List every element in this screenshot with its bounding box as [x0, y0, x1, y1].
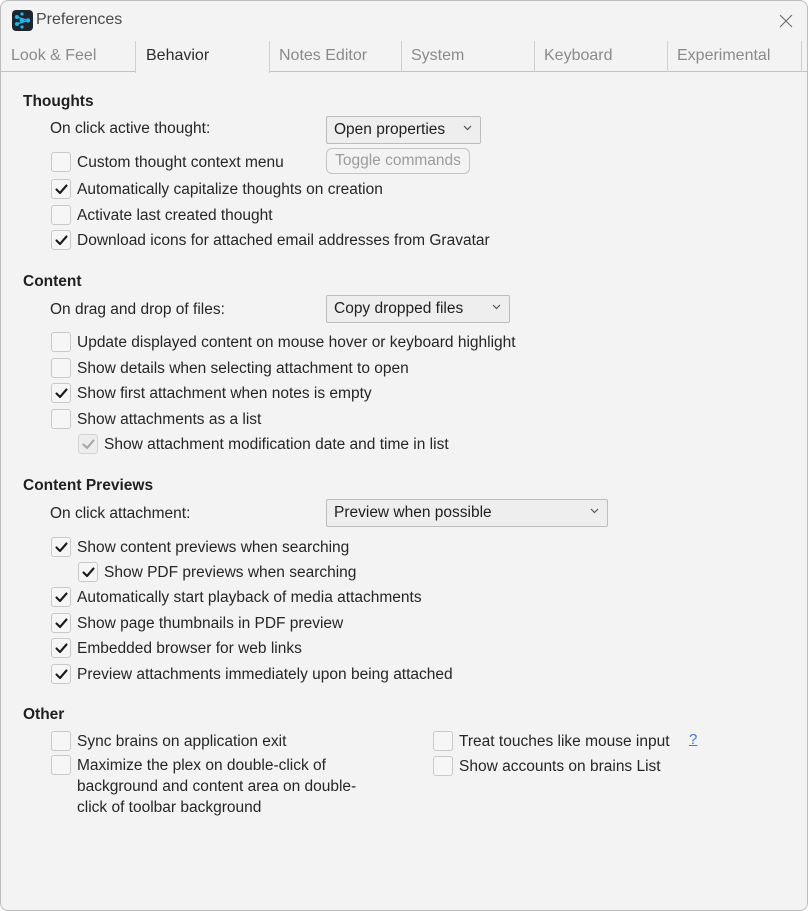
checkbox-label: Automatically start playback of media attachments: [77, 588, 422, 606]
checkbox-label: Sync brains on application exit: [77, 732, 287, 750]
chevron-down-icon: [463, 125, 472, 131]
checkbox-attachments-as-list[interactable]: [51, 408, 261, 430]
drag-drop-value: Copy dropped files: [334, 300, 464, 317]
close-button[interactable]: [773, 9, 799, 33]
checkbox-unchecked[interactable]: [51, 409, 71, 429]
checkmark-icon: [55, 643, 68, 654]
checkbox-unchecked[interactable]: [51, 205, 71, 225]
checkbox-label: Download icons for attached email addresses from Gravatar: [77, 231, 490, 249]
checkbox-label: Show content previews when searching: [77, 538, 350, 556]
toggle-commands-button[interactable]: Toggle commands: [326, 148, 470, 174]
section-title-other: Other: [23, 706, 65, 723]
checkbox-embedded-browser[interactable]: [51, 637, 302, 659]
tab-keyboard[interactable]: Keyboard: [534, 41, 668, 72]
section-title-content-previews: Content Previews: [23, 477, 154, 494]
checkmark-icon: [55, 388, 68, 399]
checkbox-preview-on-attach[interactable]: [51, 663, 453, 685]
checkbox-checked[interactable]: [51, 587, 71, 607]
checkbox-label: Activate last created thought: [77, 206, 273, 224]
checkbox-unchecked[interactable]: [51, 755, 71, 775]
tab-look-and-feel[interactable]: Look & Feel: [1, 41, 136, 72]
checkbox-pdf-thumbnails[interactable]: [51, 612, 343, 634]
checkmark-icon: [55, 184, 68, 195]
checkbox-activate-last-thought[interactable]: [51, 204, 273, 226]
checkbox-accounts-on-brains-list[interactable]: [433, 755, 661, 777]
checkmark-icon: [55, 542, 68, 553]
checkbox-label: Embedded browser for web links: [77, 639, 302, 657]
checkmark-icon: [55, 592, 68, 603]
drag-drop-dropdown[interactable]: [326, 295, 510, 323]
on-click-thought-value: Open properties: [334, 121, 446, 138]
checkbox-label: Treat touches like mouse input: [459, 732, 670, 750]
checkmark-icon: [55, 618, 68, 629]
checkbox-show-details-attachment[interactable]: [51, 357, 409, 379]
checkbox-gravatar-icons[interactable]: [51, 229, 490, 251]
tab-system[interactable]: System: [401, 41, 535, 72]
checkbox-unchecked[interactable]: [51, 332, 71, 352]
checkbox-label: Show details when selecting attachment to open: [77, 359, 409, 377]
checkbox-maximize-plex[interactable]: [51, 755, 367, 818]
checkmark-icon: [82, 439, 95, 450]
close-icon: [779, 14, 793, 28]
on-click-attachment-label: On click attachment:: [50, 505, 191, 522]
on-click-attachment-value: Preview when possible: [334, 504, 492, 521]
checkbox-checked[interactable]: [51, 613, 71, 633]
checkbox-checked[interactable]: [51, 664, 71, 684]
section-title-thoughts: Thoughts: [23, 93, 94, 110]
checkbox-checked[interactable]: [51, 537, 71, 557]
on-click-thought-dropdown[interactable]: [326, 116, 481, 144]
checkbox-label: Automatically capitalize thoughts on creation: [77, 180, 383, 198]
checkbox-label: Show accounts on brains List: [459, 757, 661, 775]
tab-bar: [1, 41, 808, 72]
checkbox-unchecked[interactable]: [51, 152, 71, 172]
checkmark-icon: [55, 669, 68, 680]
checkbox-sync-on-exit[interactable]: [51, 730, 286, 752]
on-click-thought-label: On click active thought:: [50, 120, 211, 137]
checkbox-label: Show PDF previews when searching: [104, 563, 357, 581]
checkbox-checked[interactable]: [51, 230, 71, 250]
tab-notes-editor[interactable]: Notes Editor: [269, 41, 402, 72]
chevron-down-icon: [492, 304, 501, 310]
checkbox-label: Maximize the plex on double-click of background and content area on double-click of toolbar background: [77, 757, 357, 816]
checkbox-checked[interactable]: [51, 179, 71, 199]
checkbox-content-previews-searching[interactable]: [51, 536, 349, 558]
checkbox-label: Show attachment modification date and time in list: [104, 435, 449, 453]
checkbox-checked[interactable]: [78, 562, 98, 582]
touch-help-link[interactable]: ?: [689, 731, 698, 748]
brain-logo-icon: [12, 10, 33, 31]
checkbox-custom-context-menu[interactable]: [51, 151, 284, 173]
checkbox-label: Show first attachment when notes is empty: [77, 384, 372, 402]
checkbox-unchecked[interactable]: [51, 731, 71, 751]
checkbox-checked[interactable]: [51, 383, 71, 403]
checkbox-autoplay-media[interactable]: [51, 586, 422, 608]
on-click-attachment-dropdown[interactable]: [326, 499, 608, 527]
checkbox-update-on-hover[interactable]: [51, 331, 516, 353]
checkbox-auto-capitalize[interactable]: [51, 178, 383, 200]
checkbox-attachment-modification-date[interactable]: [78, 433, 449, 455]
checkbox-label: Show page thumbnails in PDF preview: [77, 614, 344, 632]
tab-behavior[interactable]: Behavior: [135, 41, 270, 73]
checkbox-pdf-previews-searching[interactable]: [78, 561, 356, 583]
tab-experimental[interactable]: Experimental: [667, 41, 802, 72]
drag-drop-label: On drag and drop of files:: [50, 301, 225, 318]
chevron-down-icon: [590, 508, 599, 514]
section-title-content: Content: [23, 273, 82, 290]
checkmark-icon: [55, 235, 68, 246]
checkbox-checked[interactable]: [51, 638, 71, 658]
window-title: Preferences: [36, 11, 123, 28]
checkbox-unchecked[interactable]: [433, 756, 453, 776]
checkbox-show-first-attachment[interactable]: [51, 382, 372, 404]
checkmark-icon: [82, 567, 95, 578]
checkbox-label: Preview attachments immediately upon being attached: [77, 665, 453, 683]
checkbox-label: Show attachments as a list: [77, 410, 262, 428]
checkbox-touch-as-mouse[interactable]: [433, 730, 670, 752]
title-bar: [1, 1, 807, 39]
checkbox-unchecked[interactable]: [433, 731, 453, 751]
checkbox-checked[interactable]: [78, 434, 98, 454]
checkbox-label: Update displayed content on mouse hover or keyboard highlight: [77, 333, 516, 351]
checkbox-label: Custom thought context menu: [77, 153, 284, 171]
checkbox-unchecked[interactable]: [51, 358, 71, 378]
